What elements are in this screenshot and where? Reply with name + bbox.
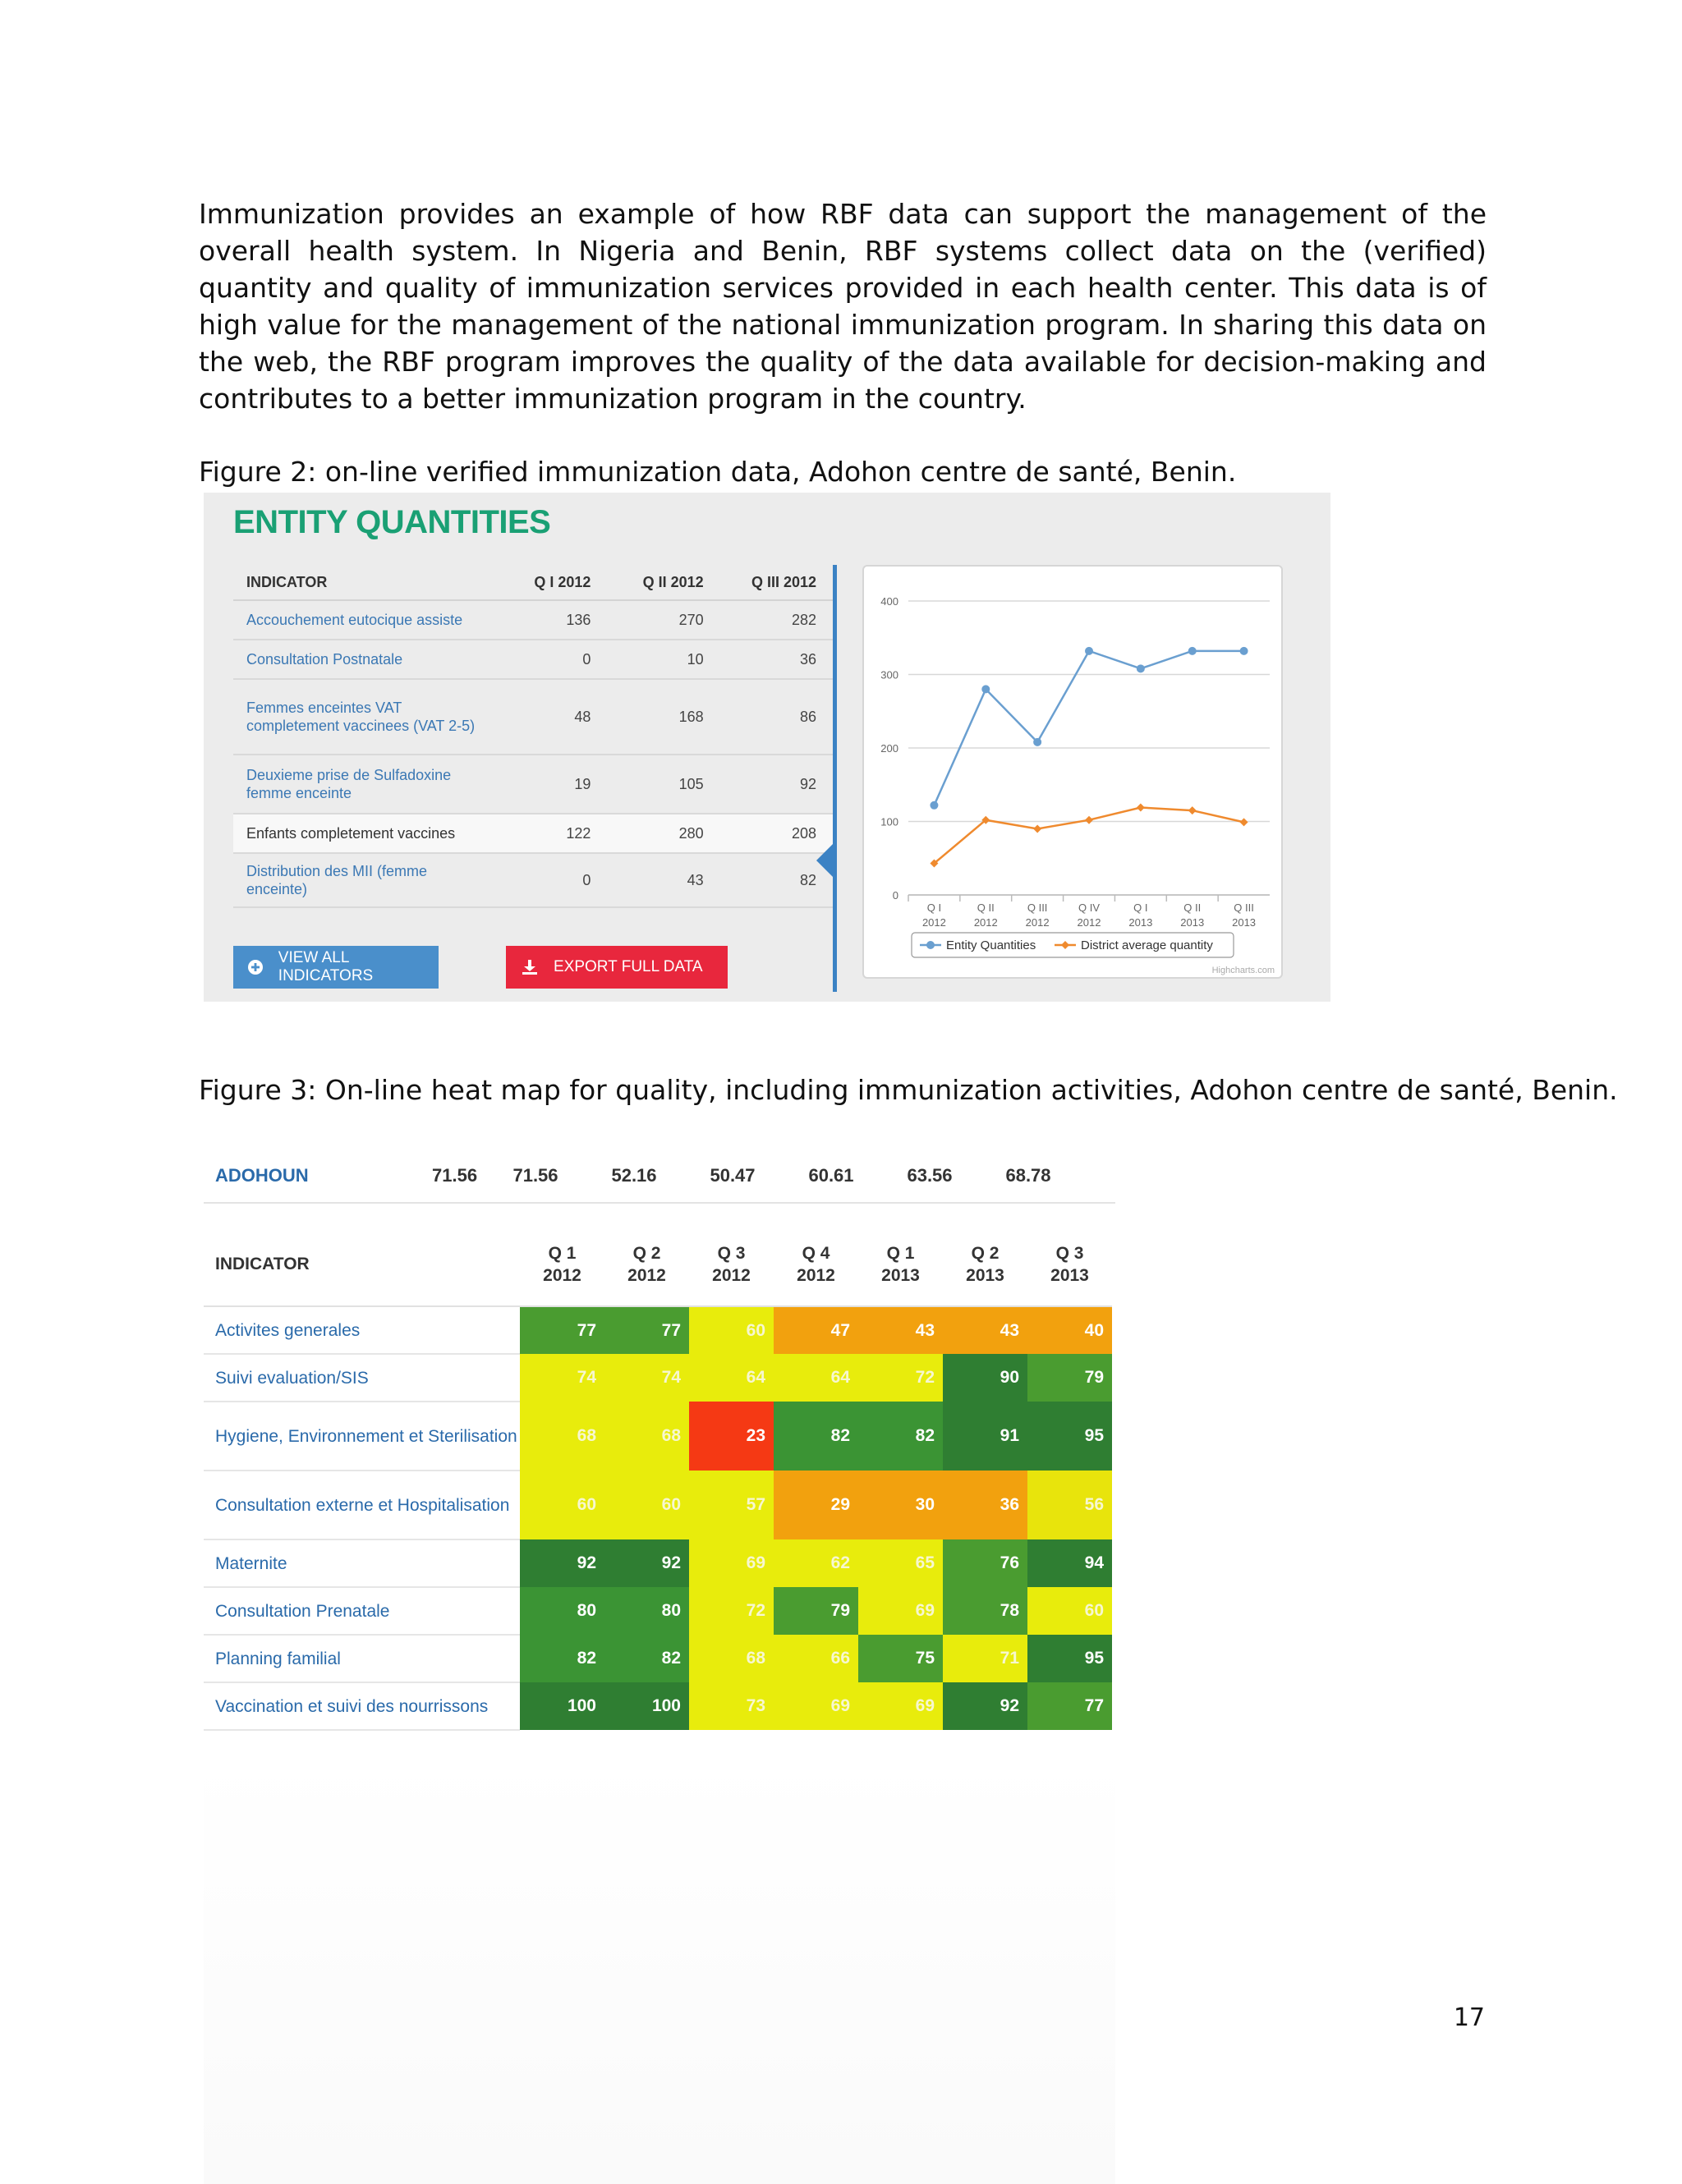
export-full-data-button[interactable]	[506, 946, 728, 989]
table-cell-value: 280	[607, 814, 719, 853]
quarter-header	[943, 1223, 1027, 1306]
quarter-year: 2012	[712, 1266, 751, 1285]
heat-map-row[interactable]	[204, 1682, 1112, 1730]
column-header: Q II 2012	[607, 565, 719, 600]
x-tick-label: 2013	[1232, 916, 1257, 929]
heat-map-cell: 92	[520, 1539, 604, 1587]
legend-label: District average quantity	[1081, 938, 1213, 952]
quarter-year: 2012	[627, 1266, 666, 1285]
table-row[interactable]	[233, 600, 833, 640]
table-header-row	[233, 565, 833, 600]
heat-map-cell: 82	[858, 1402, 943, 1471]
table-cell-value: 136	[494, 600, 607, 640]
heat-map-row[interactable]	[204, 1587, 1112, 1635]
table-row[interactable]	[233, 679, 833, 755]
view-all-indicators-button[interactable]	[233, 946, 439, 989]
x-tick-label: Q II	[977, 902, 995, 914]
indicator-name[interactable]: Consultation Prenatale	[204, 1587, 520, 1635]
heat-map-cell: 77	[520, 1306, 604, 1354]
data-point	[1240, 818, 1248, 826]
table-cell-value: 36	[720, 640, 833, 679]
indicator-name[interactable]: Hygiene, Environnement et Sterilisation	[204, 1402, 520, 1471]
table-row[interactable]	[233, 853, 833, 907]
x-tick-label: Q II	[1183, 902, 1202, 914]
quarter-year: 2012	[797, 1266, 835, 1285]
heat-map-cell: 80	[604, 1587, 689, 1635]
heat-map-cell: 43	[858, 1306, 943, 1354]
data-point	[1137, 803, 1145, 811]
table-row[interactable]	[233, 640, 833, 679]
quarter-label: Q 4	[802, 1244, 830, 1263]
heat-map-cell: 69	[858, 1682, 943, 1730]
indicator-name[interactable]: Femmes enceintes VAT completement vaccinees (VAT 2-5)	[233, 679, 494, 755]
quarter-year: 2013	[881, 1266, 920, 1285]
heat-map-cell: 68	[689, 1635, 774, 1682]
x-tick-label: 2012	[973, 916, 998, 929]
table-cell-value: 92	[720, 755, 833, 814]
chart-svg	[864, 567, 1281, 977]
heat-map-cell: 80	[520, 1587, 604, 1635]
quantities-line-chart	[862, 565, 1283, 979]
heat-map-cell: 72	[689, 1587, 774, 1635]
x-tick-label: Q I	[1133, 902, 1148, 914]
quarter-header	[520, 1223, 604, 1306]
table-cell-value: 168	[607, 679, 719, 755]
quarter-label: Q 2	[632, 1244, 661, 1263]
chart-credit: Highcharts.com	[1211, 966, 1275, 975]
table-cell-value: 48	[494, 679, 607, 755]
x-tick-label: Q III	[1234, 902, 1254, 914]
view-all-label: VIEW ALL INDICATORS	[278, 949, 374, 984]
heat-map-cell: 69	[858, 1587, 943, 1635]
heat-map-cell: 77	[604, 1306, 689, 1354]
quarter-label: Q 3	[1055, 1244, 1084, 1263]
heat-map-cell: 71	[943, 1635, 1027, 1682]
y-tick-label: 400	[880, 595, 898, 608]
heat-map-cell: 95	[1027, 1402, 1112, 1471]
heat-map-cell: 69	[774, 1682, 858, 1730]
heat-map-cell: 66	[774, 1635, 858, 1682]
heat-map-cell: 60	[689, 1306, 774, 1354]
data-point	[1240, 647, 1248, 655]
heat-map-table	[204, 1223, 1112, 1731]
y-tick-label: 200	[880, 742, 898, 755]
indicator-name[interactable]: Planning familial	[204, 1635, 520, 1682]
column-header: Q III 2012	[720, 565, 833, 600]
indicator-name[interactable]: Activites generales	[204, 1306, 520, 1354]
heat-map-cell: 69	[689, 1539, 774, 1587]
heat-map-cell: 68	[604, 1402, 689, 1471]
quantities-table	[233, 565, 833, 908]
data-point	[1033, 824, 1041, 833]
column-header: Q I 2012	[494, 565, 607, 600]
heat-map-cell: 82	[604, 1635, 689, 1682]
table-row[interactable]	[233, 755, 833, 814]
data-point	[1188, 806, 1197, 814]
legend-swatch-marker	[926, 941, 935, 949]
entity-name[interactable]: ADOHOUN	[215, 1165, 309, 1186]
indicator-name[interactable]: Enfants completement vaccines	[233, 814, 494, 853]
x-tick-label: 2013	[1128, 916, 1153, 929]
heat-map-cell: 60	[1027, 1587, 1112, 1635]
x-tick-label: 2012	[1077, 916, 1101, 929]
export-label: EXPORT FULL DATA	[554, 958, 703, 975]
data-point	[1137, 664, 1145, 672]
heat-map-cell: 100	[520, 1682, 604, 1730]
heat-map-cell: 77	[1027, 1682, 1112, 1730]
heat-map-cell: 82	[774, 1402, 858, 1471]
table-cell-value: 105	[607, 755, 719, 814]
quarter-label: Q 1	[886, 1244, 915, 1263]
heat-map-cell: 92	[604, 1539, 689, 1587]
heat-map-cell: 62	[774, 1539, 858, 1587]
quarter-header	[1027, 1223, 1112, 1306]
x-tick-label: Q IV	[1078, 902, 1101, 914]
heat-map-cell: 78	[943, 1587, 1027, 1635]
heat-map-cell: 94	[1027, 1539, 1112, 1587]
heat-map-cell: 76	[943, 1539, 1027, 1587]
quarter-header	[774, 1223, 858, 1306]
heat-map-cell: 92	[943, 1682, 1027, 1730]
heat-map-row[interactable]	[204, 1354, 1112, 1402]
table-cell-value: 43	[607, 853, 719, 907]
table-cell-value: 86	[720, 679, 833, 755]
summary-score: 71.56	[512, 1165, 558, 1186]
indicator-name[interactable]: Consultation Postnatale	[233, 640, 494, 679]
y-tick-label: 300	[880, 668, 898, 681]
heat-map-cell: 79	[1027, 1354, 1112, 1402]
summary-score: 71.56	[432, 1165, 478, 1186]
indicator-name[interactable]: Deuxieme prise de Sulfadoxine femme enceinte	[233, 755, 494, 814]
data-point	[930, 801, 938, 810]
heat-map-cell: 74	[520, 1354, 604, 1402]
table-cell-value: 0	[494, 853, 607, 907]
y-tick-label: 100	[880, 815, 898, 828]
table-row[interactable]	[233, 814, 833, 853]
quarter-header	[689, 1223, 774, 1306]
summary-score: 60.61	[808, 1165, 854, 1186]
table-cell-value: 0	[494, 640, 607, 679]
heat-map-cell: 95	[1027, 1635, 1112, 1682]
entity-summary-row	[204, 1149, 1115, 1204]
heat-map-cell: 43	[943, 1306, 1027, 1354]
indicator-name[interactable]: Consultation externe et Hospitalisation	[204, 1471, 520, 1539]
heat-map-header-row	[204, 1223, 1112, 1306]
heat-map-row[interactable]	[204, 1471, 1112, 1539]
heat-map-cell: 40	[1027, 1306, 1112, 1354]
plus-circle-icon	[233, 959, 278, 975]
table-cell-value: 82	[720, 853, 833, 907]
heat-map-cell: 57	[689, 1471, 774, 1539]
quarter-label: Q 1	[548, 1244, 577, 1263]
heat-map-cell: 36	[943, 1471, 1027, 1539]
indicator-name[interactable]: Vaccination et suivi des nourrissons	[204, 1682, 520, 1730]
data-point	[1085, 816, 1093, 824]
heat-map-cell: 91	[943, 1402, 1027, 1471]
heat-map-cell: 64	[689, 1354, 774, 1402]
heat-map-cell: 65	[858, 1539, 943, 1587]
panel-title: ENTITY QUANTITIES	[233, 504, 551, 540]
indicator-name[interactable]: Distribution des MII (femme enceinte)	[233, 853, 494, 907]
heat-map-cell: 74	[604, 1354, 689, 1402]
y-tick-label: 0	[892, 889, 898, 902]
heat-map-cell: 47	[774, 1306, 858, 1354]
heat-map-cell: 56	[1027, 1471, 1112, 1539]
figure3-caption: Figure 3: On-line heat map for quality, including immunization activities, Adohon centre de santé, Benin.	[199, 1074, 1618, 1106]
selected-row-pointer	[816, 842, 834, 879]
figure2-caption: Figure 2: on-line verified immunization data, Adohon centre de santé, Benin.	[199, 456, 1237, 488]
heat-map-row[interactable]	[204, 1635, 1112, 1682]
series-line	[934, 807, 1243, 863]
summary-score: 63.56	[907, 1165, 953, 1186]
quarter-year: 2013	[966, 1266, 1004, 1285]
table-cell-value: 208	[720, 814, 833, 853]
table-cell-value: 282	[720, 600, 833, 640]
column-header-indicator: INDICATOR	[233, 565, 494, 600]
heat-map-cell: 90	[943, 1354, 1027, 1402]
heat-map-row[interactable]	[204, 1306, 1112, 1354]
heat-map-cell: 72	[858, 1354, 943, 1402]
quality-heat-map	[204, 1133, 1115, 2184]
x-tick-label: 2012	[1025, 916, 1050, 929]
quarter-header	[604, 1223, 689, 1306]
x-tick-label: Q III	[1027, 902, 1048, 914]
x-tick-label: 2012	[921, 916, 946, 929]
page-number: 17	[1453, 2003, 1485, 2032]
indicator-name[interactable]: Suivi evaluation/SIS	[204, 1354, 520, 1402]
heat-map-cell: 29	[774, 1471, 858, 1539]
heat-header-indicator: INDICATOR	[204, 1223, 520, 1306]
quarter-year: 2013	[1050, 1266, 1089, 1285]
quarter-label: Q 3	[717, 1244, 746, 1263]
legend-label: Entity Quantities	[946, 938, 1036, 952]
data-point	[1033, 738, 1041, 746]
data-point	[981, 685, 990, 693]
table-cell-value: 19	[494, 755, 607, 814]
x-tick-label: Q I	[926, 902, 942, 914]
heat-map-cell: 60	[520, 1471, 604, 1539]
x-tick-label: 2013	[1180, 916, 1205, 929]
heat-map-cell: 75	[858, 1635, 943, 1682]
heat-map-cell: 100	[604, 1682, 689, 1730]
summary-score: 52.16	[611, 1165, 657, 1186]
table-cell-value: 122	[494, 814, 607, 853]
body-paragraph: Immunization provides an example of how RBF data can support the management of the overall health system. In Nigeria and Benin, RBF systems collect data on the (verified) quantity and quality of immunization services provided in each health center. This data is of high value for the management of the national immunization program. In sharing this data on the web, the RBF program improves the quality of the data available for decision-making and contributes to a better immunization program in the country.	[199, 198, 1487, 415]
download-icon	[506, 958, 554, 976]
data-point	[1188, 647, 1197, 655]
summary-score: 68.78	[1005, 1165, 1051, 1186]
table-cell-value: 10	[607, 640, 719, 679]
heat-map-cell: 23	[689, 1402, 774, 1471]
indicator-name[interactable]: Maternite	[204, 1539, 520, 1587]
indicator-name[interactable]: Accouchement eutocique assiste	[233, 600, 494, 640]
quarter-year: 2012	[543, 1266, 581, 1285]
heat-map-cell: 79	[774, 1587, 858, 1635]
heat-map-row[interactable]	[204, 1539, 1112, 1587]
heat-map-cell: 60	[604, 1471, 689, 1539]
entity-quantities-panel	[204, 493, 1330, 1002]
table-cell-value: 270	[607, 600, 719, 640]
panel-divider	[833, 565, 837, 992]
data-point	[1085, 647, 1093, 655]
heat-map-cell: 68	[520, 1402, 604, 1471]
heat-map-row[interactable]	[204, 1402, 1112, 1471]
heat-map-cell: 73	[689, 1682, 774, 1730]
heat-map-cell: 82	[520, 1635, 604, 1682]
heat-map-cell: 30	[858, 1471, 943, 1539]
quarter-header	[858, 1223, 943, 1306]
summary-score: 50.47	[710, 1165, 756, 1186]
quarter-label: Q 2	[971, 1244, 1000, 1263]
heat-map-cell: 64	[774, 1354, 858, 1402]
